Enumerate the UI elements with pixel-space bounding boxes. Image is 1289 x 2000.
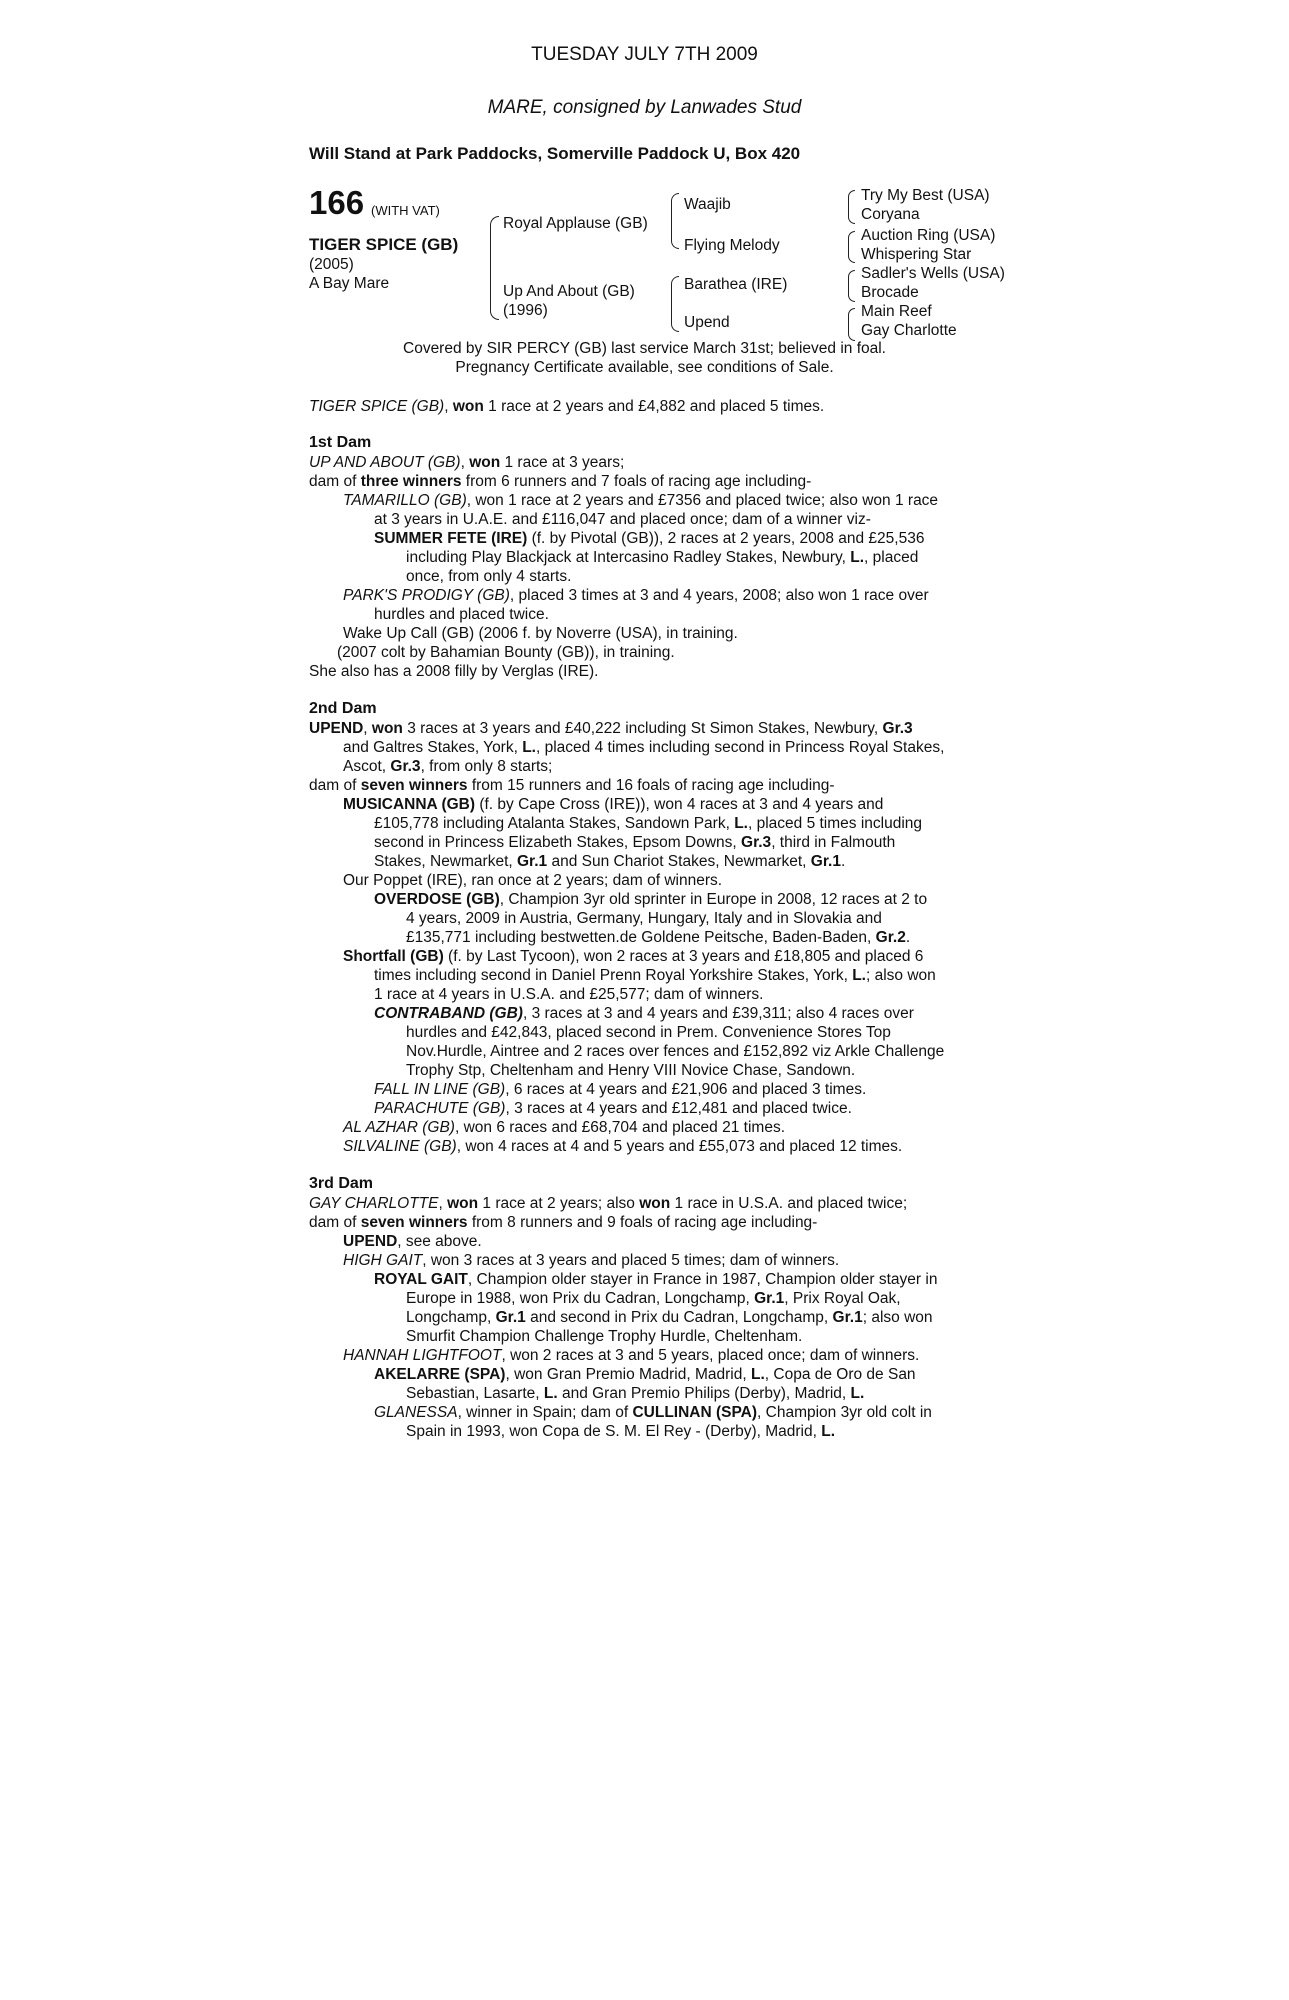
stand-location: Will Stand at Park Paddocks, Somerville Paddock U, Box 420 <box>309 144 801 163</box>
first-dam-line: hurdles and placed twice. <box>374 606 549 623</box>
horse-name: TIGER SPICE (GB) <box>309 235 459 254</box>
first-dam-line: She also has a 2008 filly by Verglas (IRE). <box>309 663 599 680</box>
first-dam-line: PARK'S PRODIGY (GB), placed 3 times at 3 and 4 years, 2008; also won 1 race over <box>343 587 929 604</box>
third-dam-line: Longchamp, Gr.1 and second in Prix du Cadran, Longchamp, Gr.1; also won <box>406 1309 933 1326</box>
second-dam-line: Our Poppet (IRE), ran once at 2 years; dam of winners. <box>343 872 723 889</box>
third-dam-line: HANNAH LIGHTFOOT, won 2 races at 3 and 5 years, placed once; dam of winners. <box>343 1347 920 1364</box>
third-dam-line: GLANESSA, winner in Spain; dam of CULLINAN (SPA), Champion 3yr old colt in <box>374 1404 932 1421</box>
vat-note: (WITH VAT) <box>371 203 440 218</box>
horse-description: A Bay Mare <box>309 275 390 292</box>
first-dam-line: once, from only 4 starts. <box>406 568 572 585</box>
race-record: TIGER SPICE (GB), won 1 race at 2 years and £4,882 and placed 5 times. <box>309 398 825 415</box>
pedigree-dss: Sadler's Wells (USA) <box>861 265 1005 282</box>
pedigree-brace-main <box>490 216 499 320</box>
first-dam-line: TAMARILLO (GB), won 1 race at 2 years and £7356 and placed twice; also won 1 race <box>343 492 939 509</box>
pedigree-sire-sire: Waajib <box>684 196 731 213</box>
second-dam-line: and Galtres Stakes, York, L., placed 4 times including second in Princess Royal Stakes, <box>343 739 945 756</box>
pedigree-dam-dam: Upend <box>684 314 730 331</box>
pedigree-dds: Main Reef <box>861 303 932 320</box>
pedigree-brace-4 <box>848 308 855 341</box>
pedigree-dam-sire: Barathea (IRE) <box>684 276 788 293</box>
third-dam-line: Smurfit Champion Challenge Trophy Hurdle, Cheltenham. <box>406 1328 803 1345</box>
second-dam-line: £105,778 including Atalanta Stakes, Sandown Park, L., placed 5 times including <box>374 815 923 832</box>
second-dam-line: Ascot, Gr.3, from only 8 starts; <box>343 758 553 775</box>
second-dam-line: times including second in Daniel Prenn Royal Yorkshire Stakes, York, L.; also won <box>374 967 936 984</box>
record-won: won <box>452 398 484 415</box>
pedigree-sire-dam: Flying Melody <box>684 237 780 254</box>
second-dam-line: Trophy Stp, Cheltenham and Henry VIII Novice Chase, Sandown. <box>406 1062 856 1079</box>
second-dam-line: SILVALINE (GB), won 4 races at 4 and 5 years and £55,073 and placed 12 times. <box>343 1138 903 1155</box>
third-dam-line: ROYAL GAIT, Champion older stayer in France in 1987, Champion older stayer in <box>374 1271 938 1288</box>
first-dam-line: UP AND ABOUT (GB), won 1 race at 3 years; <box>309 454 625 471</box>
second-dam-line: OVERDOSE (GB), Champion 3yr old sprinter in Europe in 2008, 12 races at 2 to <box>374 891 928 908</box>
first-dam-line: at 3 years in U.A.E. and £116,047 and placed once; dam of a winner viz- <box>374 511 871 528</box>
second-dam-line: Nov.Hurdle, Aintree and 2 races over fences and £152,892 viz Arkle Challenge <box>406 1043 945 1060</box>
third-dam-line: AKELARRE (SPA), won Gran Premio Madrid, Madrid, L., Copa de Oro de San <box>374 1366 916 1383</box>
pedigree-brace-1 <box>848 190 855 224</box>
second-dam-line: MUSICANNA (GB) (f. by Cape Cross (IRE)), won 4 races at 3 and 4 years and <box>343 796 884 813</box>
record-rest: 1 race at 2 years and £4,882 and placed 5 times. <box>483 398 825 415</box>
first-dam-heading: 1st Dam <box>309 434 372 451</box>
pedigree-dam: Up And About (GB) <box>503 283 635 300</box>
pregnancy-note: Pregnancy Certificate available, see conditions of Sale. <box>455 359 834 376</box>
first-dam-line: Wake Up Call (GB) (2006 f. by Noverre (USA), in training. <box>343 625 738 642</box>
second-dam-line: £135,771 including bestwetten.de Goldene Peitsche, Baden-Baden, Gr.2. <box>406 929 911 946</box>
third-dam-line: Spain in 1993, won Copa de S. M. El Rey - (Derby), Madrid, L. <box>406 1423 836 1440</box>
pedigree-brace-sire <box>671 193 679 249</box>
second-dam-line: AL AZHAR (GB), won 6 races and £68,704 and placed 21 times. <box>343 1119 785 1136</box>
pedigree-dsd: Brocade <box>861 284 919 301</box>
third-dam-line: Europe in 1988, won Prix du Cadran, Longchamp, Gr.1, Prix Royal Oak, <box>406 1290 901 1307</box>
second-dam-line: hurdles and £42,843, placed second in Prem. Convenience Stores Top <box>406 1024 891 1041</box>
second-dam-line: CONTRABAND (GB), 3 races at 3 and 4 years and £39,311; also 4 races over <box>374 1005 914 1022</box>
lot-number: 166 <box>309 184 365 221</box>
horse-year: (2005) <box>309 256 354 273</box>
consignment-line: MARE, consigned by Lanwades Stud <box>487 97 802 118</box>
second-dam-line: second in Princess Elizabeth Stakes, Epsom Downs, Gr.3, third in Falmouth <box>374 834 896 851</box>
second-dam-line: UPEND, won 3 races at 3 years and £40,222 including St Simon Stakes, Newbury, Gr.3 <box>309 720 913 737</box>
third-dam-line: GAY CHARLOTTE, won 1 race at 2 years; also won 1 race in U.S.A. and placed twice; <box>309 1195 908 1212</box>
third-dam-line: UPEND, see above. <box>343 1233 482 1250</box>
first-dam-line: dam of three winners from 6 runners and 7 foals of racing age including- <box>309 473 812 490</box>
second-dam-line: 4 years, 2009 in Austria, Germany, Hungary, Italy and in Slovakia and <box>406 910 882 927</box>
pedigree-brace-3 <box>848 270 855 302</box>
third-dam-line: dam of seven winners from 8 runners and 9 foals of racing age including- <box>309 1214 818 1231</box>
second-dam-line: 1 race at 4 years in U.S.A. and £25,577; dam of winners. <box>374 986 764 1003</box>
pedigree-brace-2 <box>848 231 855 263</box>
covered-note: Covered by SIR PERCY (GB) last service March 31st; believed in foal. <box>403 340 886 357</box>
second-dam-line: dam of seven winners from 15 runners and 16 foals of racing age including- <box>309 777 835 794</box>
first-dam-line: SUMMER FETE (IRE) (f. by Pivotal (GB)), 2 races at 2 years, 2008 and £25,536 <box>374 530 925 547</box>
second-dam-line: FALL IN LINE (GB), 6 races at 4 years and £21,906 and placed 3 times. <box>374 1081 867 1098</box>
pedigree-ddd: Gay Charlotte <box>861 322 957 339</box>
pedigree-sss: Try My Best (USA) <box>861 187 990 204</box>
second-dam-line: Shortfall (GB) (f. by Last Tycoon), won 2 races at 3 years and £18,805 and placed 6 <box>343 948 924 965</box>
pedigree-sds: Auction Ring (USA) <box>861 227 996 244</box>
pedigree-sire: Royal Applause (GB) <box>503 215 648 232</box>
first-dam-line: (2007 colt by Bahamian Bounty (GB)), in training. <box>337 644 675 661</box>
second-dam-line: Stakes, Newmarket, Gr.1 and Sun Chariot Stakes, Newmarket, Gr.1. <box>374 853 846 870</box>
pedigree-sdd: Whispering Star <box>861 246 972 263</box>
second-dam-line: PARACHUTE (GB), 3 races at 4 years and £12,481 and placed twice. <box>374 1100 852 1117</box>
third-dam-heading: 3rd Dam <box>309 1175 374 1192</box>
first-dam-line: including Play Blackjack at Intercasino Radley Stakes, Newbury, L., placed <box>406 549 919 566</box>
pedigree-brace-dam <box>671 276 679 332</box>
third-dam-line: Sebastian, Lasarte, L. and Gran Premio Philips (Derby), Madrid, L. <box>406 1385 865 1402</box>
record-horse-name: TIGER SPICE (GB) <box>309 398 445 415</box>
pedigree-ssd: Coryana <box>861 206 920 223</box>
second-dam-heading: 2nd Dam <box>309 700 377 717</box>
sale-date: TUESDAY JULY 7TH 2009 <box>531 44 758 65</box>
third-dam-line: HIGH GAIT, won 3 races at 3 years and placed 5 times; dam of winners. <box>343 1252 840 1269</box>
pedigree-dam-year: (1996) <box>503 302 548 319</box>
